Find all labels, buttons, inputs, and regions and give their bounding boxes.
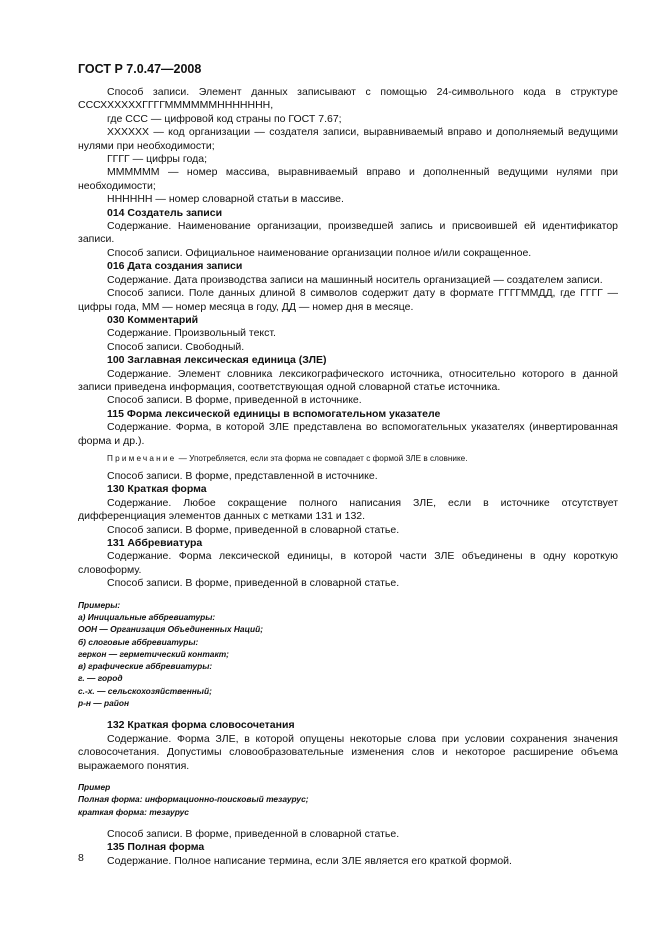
- section-heading-135: 135 Полная форма: [107, 841, 205, 854]
- page-number: 8: [78, 852, 84, 864]
- paragraph: Способ записи. Элемент данных записывают с помощью 24-символьного кода в структуре СССХХХХХХГГГГММММММННННННН,: [78, 86, 618, 112]
- document-body: [78, 86, 618, 868]
- paragraph: Способ записи. Свободный.: [107, 340, 245, 353]
- section-heading-131: 131 Аббревиатура: [107, 537, 203, 549]
- paragraph: ГГГГ — цифры года;: [107, 153, 207, 166]
- example-line: с.-х. — сельскохозяйственный;: [78, 685, 212, 696]
- examples-block-132: [78, 781, 618, 818]
- paragraph: ХХХХХХ — код организации — создателя записи, выравниваемый вправо и дополняемый ведущими нулями при необходимости;: [78, 126, 618, 152]
- paragraph: ММММММ — номер массива, выравниваемый вправо и дополненный ведущими нулями при необходимости;: [78, 166, 618, 192]
- paragraph: Способ записи. В форме, приведенной в словарной статье.: [107, 523, 400, 536]
- example-line: геркон — герметический контакт;: [78, 648, 229, 659]
- example-line: Примеры:: [78, 599, 121, 610]
- paragraph: где ССС — цифровой код страны по ГОСТ 7.67;: [107, 112, 342, 125]
- section-heading-100: 100 Заглавная лексическая единица (ЗЛЕ): [107, 354, 327, 367]
- example-line: а) Инициальные аббревиатуры:: [78, 611, 216, 622]
- section-heading-115: 115 Форма лексической единицы в вспомогательном указателе: [107, 407, 441, 420]
- paragraph: Способ записи. В форме, приведенной в источнике.: [107, 394, 362, 407]
- section-heading-014: 014 Создатель записи: [107, 206, 223, 219]
- example-line: Полная форма: информационно-поисковый тезаурус;: [78, 794, 309, 805]
- note: [78, 453, 618, 464]
- paragraph: Содержание. Форма лексической единицы, в которой части ЗЛЕ объединены в одну короткую словоформу.: [78, 550, 618, 576]
- example-line: р-н — район: [78, 698, 130, 708]
- paragraph: Способ записи. В форме, представленной в источнике.: [107, 469, 378, 482]
- paragraph: Содержание. Произвольный текст.: [107, 327, 276, 340]
- paragraph: Содержание. Форма ЗЛЕ, в которой опущены некоторые слова при условии сохранения значения словосочетания. Допустимы словообразовательные изменения слов и некоторое расширение объема выражаемого понятия.: [78, 732, 618, 772]
- example-line: в) графические аббревиатуры:: [78, 661, 213, 672]
- paragraph: НННННН — номер словарной статьи в массиве.: [107, 193, 344, 206]
- note-label: Примечание: [107, 453, 177, 463]
- section-heading-016: 016 Дата создания записи: [107, 260, 243, 273]
- paragraph: Содержание. Форма, в которой ЗЛЕ представлена во вспомогательных указателях (инвертированная форма и др.).: [78, 421, 618, 447]
- document-header: ГОСТ Р 7.0.47—2008: [78, 62, 202, 76]
- example-line: ООН — Организация Объединенных Наций;: [78, 624, 263, 635]
- section-heading-130: 130 Краткая форма: [107, 483, 207, 496]
- paragraph: Содержание. Полное написание термина, если ЗЛЕ является его краткой формой.: [107, 854, 512, 867]
- paragraph: Способ записи. В форме, приведенной в словарной статье.: [107, 827, 400, 840]
- note-text: — Употребляется, если эта форма не совпадает с формой ЗЛЕ в словнике.: [176, 453, 468, 463]
- paragraph: Содержание. Элемент словника лексикографического источника, относительно которого в данной записи приведена информация, соответствующая одной словарной статье источника.: [78, 367, 618, 393]
- section-heading-030: 030 Комментарий: [107, 313, 199, 326]
- section-heading-132: 132 Краткая форма словосочетания: [107, 719, 295, 732]
- example-line: Пример: [78, 781, 111, 792]
- example-line: г. — город: [78, 673, 123, 684]
- example-line: б) слоговые аббревиатуры:: [78, 636, 199, 647]
- paragraph: Содержание. Дата производства записи на машинный носитель организацией — создателем записи.: [107, 273, 603, 286]
- paragraph: Содержание. Наименование организации, произведшей запись и присвоившей ей идентификатор записи.: [78, 220, 618, 246]
- paragraph: Способ записи. Поле данных длиной 8 символов содержит дату в формате ГГГГММДД, где ГГГГ — цифры года, ММ — номер месяца в году, ДД — номер дня в месяце.: [78, 287, 618, 313]
- paragraph: Способ записи. В форме, приведенной в словарной статье.: [107, 577, 400, 590]
- examples-block-131: [78, 599, 618, 710]
- paragraph: Способ записи. Официальное наименование организации полное и/или сокращенное.: [107, 246, 532, 259]
- example-line: краткая форма: тезаурус: [78, 806, 189, 817]
- paragraph: Содержание. Любое сокращение полного написания ЗЛЕ, если в источнике отсутствует дифференциация элементов данных с метками 131 и 132.: [78, 496, 618, 523]
